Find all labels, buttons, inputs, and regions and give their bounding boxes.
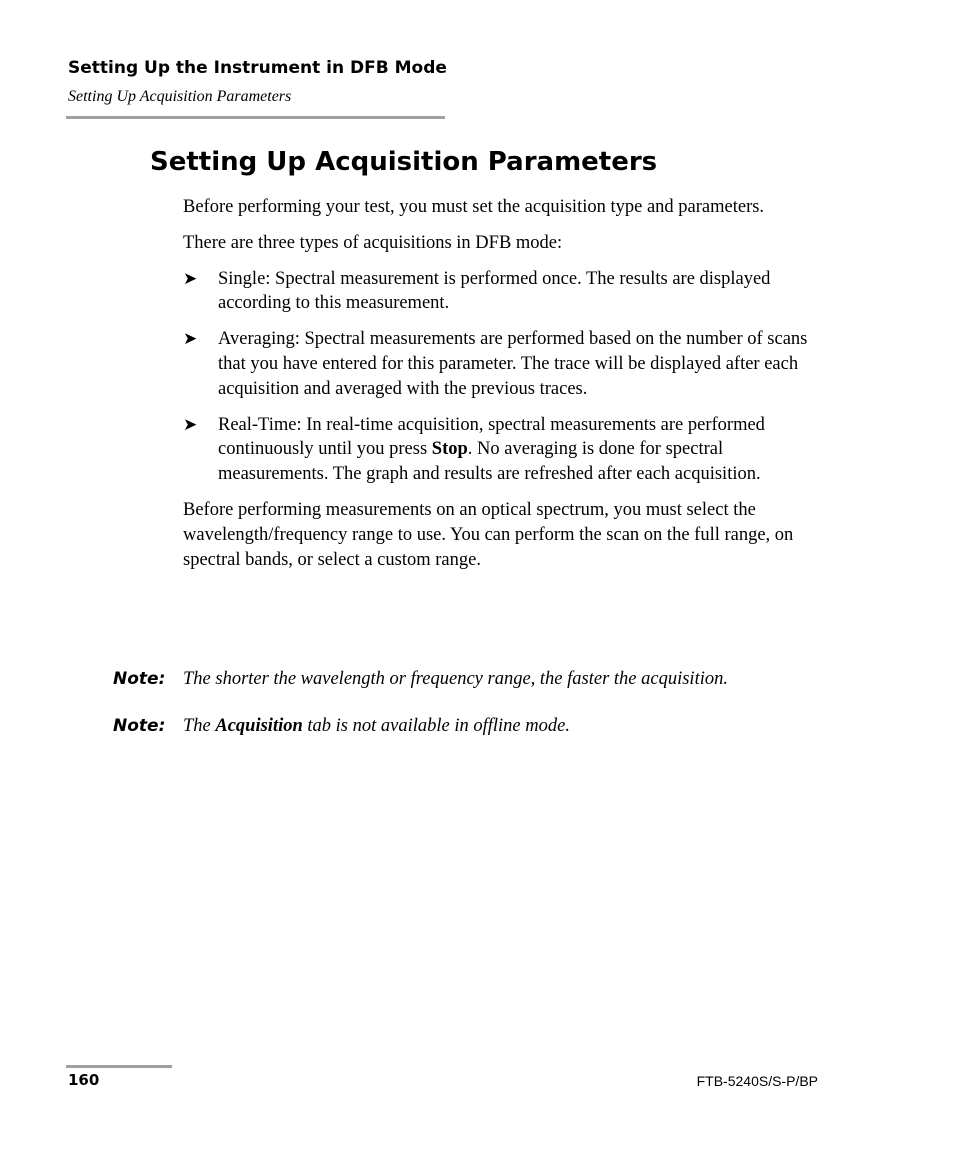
body-content (183, 195, 823, 583)
list-item-text: Single: Spectral measurement is performed once. The results are displayed according to this measurement. (218, 268, 771, 314)
acquisition-types-list (183, 267, 823, 487)
note-offline-mode (113, 714, 833, 739)
note-label: Note: (113, 669, 166, 689)
note-label: Note: (113, 716, 166, 736)
running-header (68, 57, 448, 108)
acquisition-keyword: Acquisition (215, 716, 303, 736)
list-item-text: Averaging: Spectral measurements are performed based on the number of scans that you have entered for this parameter. The trace will be displayed after each acquisition and averaged with the previous traces. (218, 329, 808, 399)
intro-paragraph: Before performing your test, you must set the acquisition type and parameters. (183, 197, 765, 217)
running-header-title: Setting Up the Instrument in DFB Mode (68, 58, 447, 78)
stop-keyword: Stop (431, 439, 468, 460)
header-divider (66, 116, 445, 119)
list-item-real-time (183, 413, 823, 487)
note-text: The shorter the wavelength or frequency range, the faster the acquisition. (183, 669, 728, 689)
note-range-speed (113, 667, 833, 692)
list-item-text-end: . No averaging is done for spectral measurements. The graph and results are refreshed after each acquisition. (218, 439, 761, 485)
document-code: FTB-5240S/S-P/BP (696, 1073, 818, 1089)
note-text (183, 714, 570, 739)
list-item-averaging (183, 327, 823, 401)
list-item-single (183, 267, 823, 317)
arrowhead-bullet-icon: ➤ (183, 329, 198, 350)
footer-divider (66, 1065, 172, 1068)
note-text-end: tab is not available in offline mode. (302, 716, 570, 736)
running-header-subtitle: Setting Up Acquisition Parameters (68, 88, 292, 105)
range-paragraph: Before performing measurements on an optical spectrum, you must select the wavelength/frequency range to use. You can perform the scan on the full range, on spectral bands, or select a custom range. (183, 499, 794, 570)
notes-section (113, 667, 833, 761)
list-item-text-start: Real-Time: In real-time acquisition, spectral measurements are performed continuously until you press (218, 414, 765, 460)
page-number: 160 (68, 1071, 100, 1089)
arrowhead-bullet-icon: ➤ (183, 414, 198, 435)
note-text-start: The (183, 716, 216, 736)
page-title: Setting Up Acquisition Parameters (150, 147, 658, 177)
arrowhead-bullet-icon: ➤ (183, 268, 198, 289)
types-intro-paragraph: There are three types of acquisitions in DFB mode: (183, 232, 563, 253)
